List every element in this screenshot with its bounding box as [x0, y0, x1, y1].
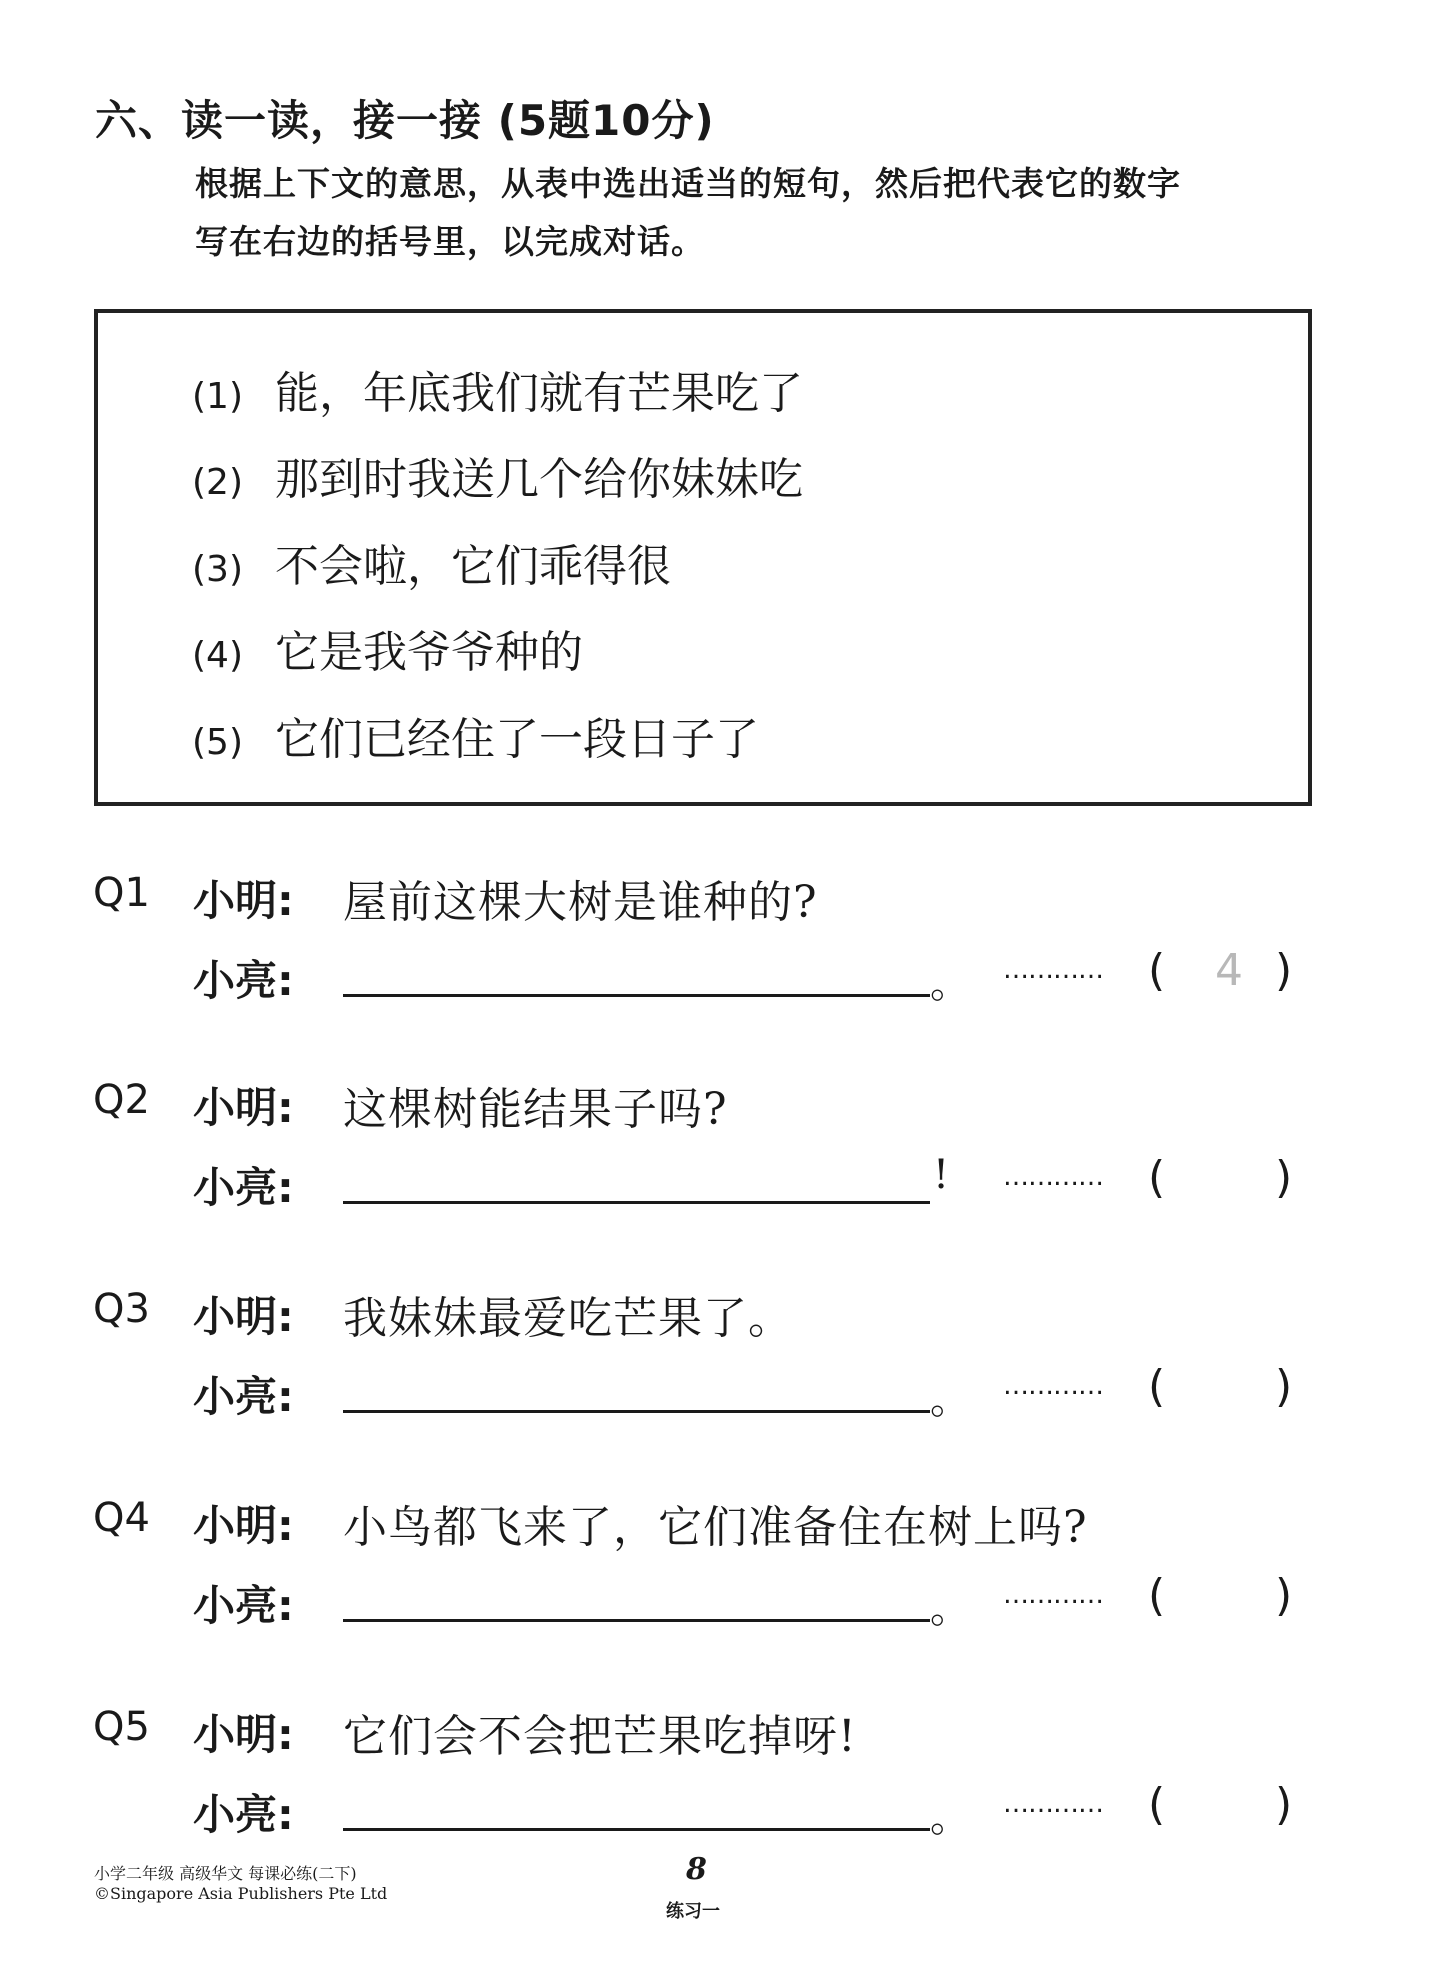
leader-dots: …………: [1003, 955, 1103, 985]
option-number: (2): [192, 462, 243, 503]
option-text: 那到时我送几个给你妹妹吃: [275, 454, 803, 505]
leader-dots: …………: [1003, 1580, 1103, 1610]
leader-dots: …………: [1003, 1789, 1103, 1819]
leader-dots: …………: [1003, 1162, 1103, 1192]
end-punctuation: 。: [930, 1795, 970, 1841]
answer-blank-line: [343, 994, 930, 997]
speaker-xiaoliang: 小亮:: [193, 1790, 294, 1839]
answer-paren-open: (: [1148, 1779, 1166, 1830]
option-number: (3): [192, 549, 243, 590]
option-number: (4): [192, 635, 243, 676]
end-punctuation: 。: [930, 1377, 970, 1423]
question-number: Q2: [93, 1077, 150, 1123]
answer-paren-close: ): [1275, 1152, 1293, 1203]
option-number: (5): [192, 722, 243, 763]
leader-dots: …………: [1003, 1371, 1103, 1401]
speaker-xiaoliang: 小亮:: [193, 1581, 294, 1630]
footer-copyright: ©Singapore Asia Publishers Pte Ltd: [94, 1884, 388, 1903]
instruction-line-1: 根据上下文的意思，从表中选出适当的短句，然后把代表它的数字: [195, 164, 1181, 203]
speaker-xiaoming: 小明:: [193, 1710, 294, 1759]
question-number: Q3: [93, 1286, 150, 1332]
answer-paren-open: (: [1148, 1570, 1166, 1621]
option-text: 它是我爷爷种的: [275, 627, 583, 678]
question-number: Q5: [93, 1704, 150, 1750]
answer-paren-open: (: [1148, 1361, 1166, 1412]
instruction-line-2: 写在右边的括号里，以完成对话。: [195, 222, 705, 261]
answer-paren-open: (: [1148, 945, 1166, 996]
section-title: 六、读一读，接一接 (5题10分): [95, 96, 715, 145]
speaker-xiaoming: 小明:: [193, 876, 294, 925]
option-1: [192, 357, 803, 421]
question-text: 我妹妹最爱吃芒果了。: [343, 1293, 793, 1344]
question-number: Q4: [93, 1495, 150, 1541]
end-punctuation: 。: [930, 1586, 970, 1632]
question-text: 小鸟都飞来了，它们准备住在树上吗?: [343, 1502, 1088, 1553]
option-text: 能，年底我们就有芒果吃了: [275, 368, 803, 419]
option-3: [192, 530, 671, 594]
option-text: 它们已经住了一段日子了: [275, 714, 759, 765]
page-number: 8: [686, 1852, 707, 1887]
answer-paren-open: (: [1148, 1152, 1166, 1203]
answer-paren-close: ): [1275, 1779, 1293, 1830]
answer-blank-line: [343, 1619, 930, 1622]
speaker-xiaoliang: 小亮:: [193, 956, 294, 1005]
question-text: 屋前这棵大树是谁种的?: [343, 877, 818, 928]
option-5: [192, 703, 759, 767]
answer-blank-line: [343, 1828, 930, 1831]
question-text: 这棵树能结果子吗?: [343, 1084, 728, 1135]
answer-blank-line: [343, 1410, 930, 1413]
speaker-xiaoliang: 小亮:: [193, 1163, 294, 1212]
option-4: [192, 616, 583, 680]
speaker-xiaoming: 小明:: [193, 1083, 294, 1132]
answer-field[interactable]: 4: [1215, 945, 1243, 996]
end-punctuation: !: [933, 1152, 950, 1198]
answer-paren-close: ): [1275, 1361, 1293, 1412]
speaker-xiaoming: 小明:: [193, 1501, 294, 1550]
footer-book-title: 小学二年级 高级华文 每课必练(二下): [94, 1864, 357, 1883]
answer-blank-line: [343, 1201, 930, 1204]
question-number: Q1: [93, 870, 150, 916]
option-2: [192, 443, 803, 507]
exercise-label: 练习一: [666, 1901, 720, 1922]
answer-paren-close: ): [1275, 945, 1293, 996]
end-punctuation: 。: [930, 961, 970, 1007]
question-text: 它们会不会把芒果吃掉呀!: [343, 1711, 857, 1762]
answer-paren-close: ): [1275, 1570, 1293, 1621]
option-text: 不会啦，它们乖得很: [275, 541, 671, 592]
speaker-xiaoliang: 小亮:: [193, 1372, 294, 1421]
speaker-xiaoming: 小明:: [193, 1292, 294, 1341]
option-number: (1): [192, 376, 243, 417]
